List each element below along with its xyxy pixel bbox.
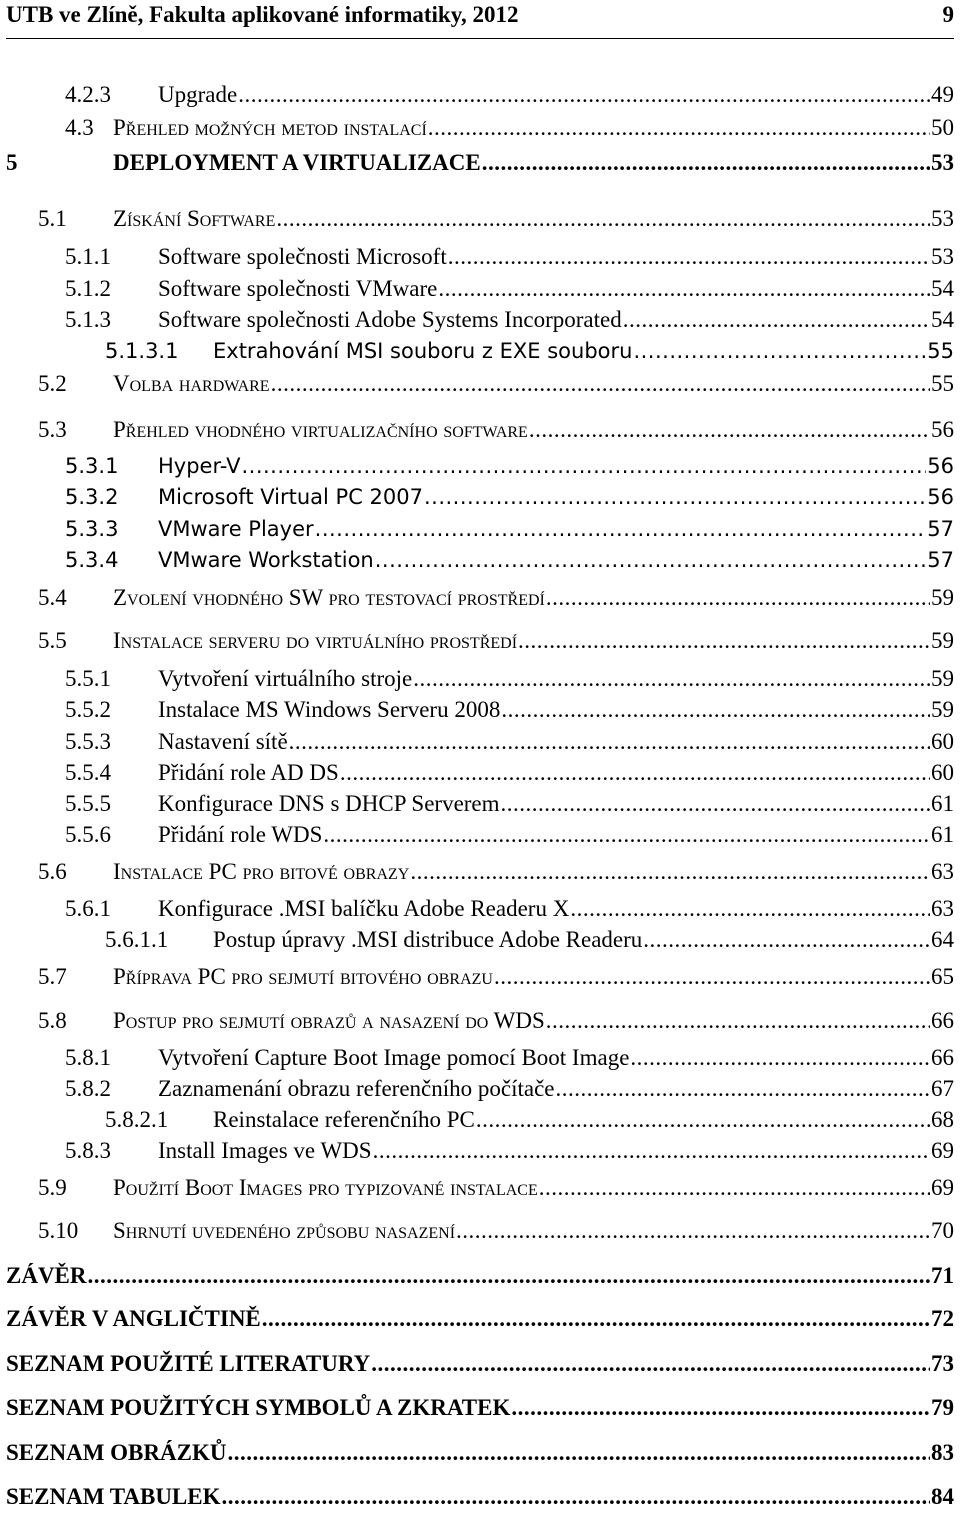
- toc-entry-page: 61: [931, 822, 954, 847]
- toc-entry-number: 5.5.3: [65, 729, 111, 754]
- toc-entry-title: Zaznamenání obrazu referenčního počítače: [158, 1076, 555, 1101]
- toc-entry-title: Hyper-V: [158, 454, 241, 478]
- toc-leader-dots: [556, 1076, 930, 1102]
- toc-entry[interactable]: [65, 760, 954, 790]
- toc-entry-number: 5.1.3.1: [105, 339, 179, 363]
- toc-leader-dots: [633, 339, 926, 363]
- toc-entry-page: 56: [927, 485, 954, 509]
- toc-leader-dots: [227, 1440, 930, 1466]
- toc-entry-title: DEPLOYMENT A VIRTUALIZACE: [113, 150, 481, 175]
- toc-leader-dots: [546, 585, 930, 611]
- toc-entry-number: 5.5.1: [65, 666, 111, 691]
- toc-entry-page: 60: [931, 729, 954, 754]
- toc-leader-dots: [271, 371, 930, 397]
- toc-entry-title: Instalace MS Windows Serveru 2008: [158, 697, 501, 722]
- toc-entry[interactable]: [6, 1351, 954, 1381]
- toc-entry-page: 57: [927, 517, 954, 541]
- toc-leader-dots: [262, 1306, 930, 1332]
- toc-entry-title: Přidání role AD DS: [158, 760, 339, 785]
- toc-entry-title: Install Images ve WDS: [158, 1138, 372, 1163]
- toc-leader-dots: [476, 1107, 930, 1133]
- toc-entry-page: 70: [931, 1218, 954, 1243]
- toc-entry[interactable]: [38, 1218, 954, 1248]
- toc-entry-number: 5.3.3: [65, 517, 119, 541]
- toc-entry[interactable]: [65, 822, 954, 852]
- toc-entry-page: 65: [931, 964, 954, 989]
- toc-entry-title: ZÁVĚR: [6, 1263, 87, 1288]
- toc-entry[interactable]: [38, 964, 954, 994]
- toc-entry-page: 54: [931, 307, 954, 332]
- toc-entry-title: Příprava PC pro sejmutí bitového obrazu: [113, 964, 493, 989]
- toc-leader-dots: [501, 791, 930, 817]
- toc-entry-number: 5.6.1.1: [105, 927, 169, 952]
- toc-entry-number: 5.6: [38, 859, 67, 884]
- toc-entry-number: 5.3.2: [65, 485, 119, 509]
- toc-entry[interactable]: [65, 666, 954, 696]
- toc-entry-title: SEZNAM POUŽITÉ LITERATURY: [6, 1351, 371, 1376]
- toc-entry[interactable]: [65, 244, 954, 274]
- toc-entry-page: 54: [931, 276, 954, 301]
- toc-leader-dots: [410, 859, 930, 885]
- toc-leader-dots: [501, 697, 930, 723]
- toc-entry-title: Použití Boot Images pro typizované instalace: [113, 1175, 538, 1200]
- page-header: [6, 0, 954, 39]
- toc-entry-number: 5.2: [38, 371, 67, 396]
- toc-entry-title: SEZNAM POUŽITÝCH SYMBOLŮ A ZKRATEK: [6, 1395, 511, 1420]
- toc-entry-number: 5.8.1: [65, 1045, 111, 1070]
- toc-entry[interactable]: [65, 1138, 954, 1168]
- toc-leader-dots: [315, 517, 927, 541]
- toc-entry-page: 84: [931, 1484, 954, 1509]
- toc-entry-page: 55: [927, 339, 954, 363]
- toc-entry[interactable]: [38, 206, 954, 236]
- toc-entry-page: 83: [931, 1440, 954, 1465]
- toc-leader-dots: [373, 1138, 930, 1164]
- toc-entry[interactable]: [105, 339, 954, 369]
- toc-entry-title: Instalace PC pro bitové obrazy: [113, 859, 410, 884]
- toc-entry-page: 55: [931, 371, 954, 396]
- toc-entry-page: 71: [931, 1263, 954, 1288]
- toc-entry-page: 59: [931, 697, 954, 722]
- toc-entry[interactable]: [105, 927, 954, 957]
- toc-entry-title: Microsoft Virtual PC 2007: [158, 485, 423, 509]
- toc-entry-page: 68: [931, 1107, 954, 1132]
- toc-entry-title: Software společnosti VMware: [158, 276, 438, 301]
- toc-entry-number: 5.8.2: [65, 1076, 111, 1101]
- toc-leader-dots: [413, 666, 930, 692]
- toc-entry-number: 5.5.5: [65, 791, 111, 816]
- toc-entry[interactable]: [65, 1076, 954, 1106]
- toc-leader-dots: [276, 206, 930, 232]
- toc-entry[interactable]: [65, 791, 954, 821]
- toc-entry-page: 61: [931, 791, 954, 816]
- toc-entry[interactable]: [6, 1395, 954, 1425]
- toc-entry-title: Konfigurace .MSI balíčku Adobe Readeru X: [158, 896, 570, 921]
- toc-entry-page: 53: [931, 244, 954, 269]
- toc-entry-title: ZÁVĚR V ANGLIČTINĚ: [6, 1306, 261, 1331]
- toc-entry-title: Postup pro sejmutí obrazů a nasazení do WDS: [113, 1008, 545, 1033]
- toc-entry-number: 5.8.2.1: [105, 1107, 169, 1132]
- toc-leader-dots: [222, 1484, 930, 1510]
- toc-leader-dots: [428, 115, 930, 141]
- toc-entry-page: 69: [931, 1138, 954, 1163]
- toc-entry[interactable]: [65, 1045, 954, 1075]
- toc-leader-dots: [494, 964, 930, 990]
- toc-leader-dots: [643, 927, 930, 953]
- toc-entry-title: Shrnutí uvedeného způsobu nasazení: [113, 1218, 456, 1243]
- toc-leader-dots: [238, 82, 930, 108]
- toc-entry-title: SEZNAM TABULEK: [6, 1484, 221, 1509]
- toc-entry-title: Software společnosti Adobe Systems Incorporated: [158, 307, 622, 332]
- toc-entry-page: 53: [931, 150, 954, 175]
- toc-leader-dots: [570, 896, 930, 922]
- toc-entry-number: 5.1.1: [65, 244, 111, 269]
- toc-entry[interactable]: [65, 697, 954, 727]
- toc-entry-number: 4.2.3: [65, 82, 111, 107]
- toc-leader-dots: [482, 150, 930, 176]
- toc-entry-page: 56: [931, 417, 954, 442]
- toc-entry[interactable]: [65, 896, 954, 926]
- toc-leader-dots: [529, 417, 930, 443]
- toc-entry-title: Přehled možných metod instalací: [113, 115, 427, 140]
- toc-entry[interactable]: [65, 548, 954, 578]
- toc-entry-number: 5.1: [38, 206, 67, 231]
- toc-entry-page: 66: [931, 1045, 954, 1070]
- toc-entry[interactable]: [38, 1175, 954, 1205]
- toc-leader-dots: [424, 485, 926, 509]
- toc-leader-dots: [539, 1175, 930, 1201]
- toc-entry-page: 64: [931, 927, 954, 952]
- toc-leader-dots: [546, 1008, 930, 1034]
- toc-leader-dots: [623, 307, 930, 333]
- toc-entry[interactable]: [6, 150, 954, 180]
- toc-entry-title: SEZNAM OBRÁZKŮ: [6, 1440, 227, 1465]
- toc-leader-dots: [289, 729, 930, 755]
- toc-entry-title: Získání Software: [113, 206, 276, 231]
- toc-leader-dots: [456, 1218, 930, 1244]
- toc-entry-title: Zvolení vhodného SW pro testovací prostředí: [113, 585, 545, 610]
- toc-leader-dots: [323, 822, 930, 848]
- toc-entry-page: 59: [931, 628, 954, 653]
- toc-entry-page: 69: [931, 1175, 954, 1200]
- toc-entry[interactable]: [6, 1306, 954, 1336]
- toc-entry-page: 59: [931, 666, 954, 691]
- toc-entry-number: 5.5.6: [65, 822, 111, 847]
- header-page-number: 9: [942, 2, 954, 27]
- toc-entry[interactable]: [6, 1263, 954, 1293]
- toc-entry-number: 5.5.2: [65, 697, 111, 722]
- toc-entry-page: 53: [931, 206, 954, 231]
- toc-entry[interactable]: [38, 1008, 954, 1038]
- toc-entry-number: 5.3: [38, 417, 67, 442]
- toc-entry-number: 5.5: [38, 628, 67, 653]
- toc-entry-page: 50: [931, 115, 954, 140]
- toc-entry[interactable]: [6, 1440, 954, 1470]
- toc-entry-number: 5.3.4: [65, 548, 119, 572]
- toc-entry-number: 5.5.4: [65, 760, 111, 785]
- toc-entry-page: 59: [931, 585, 954, 610]
- toc-entry[interactable]: [65, 307, 954, 337]
- toc-leader-dots: [518, 628, 930, 654]
- toc-entry-number: 5.7: [38, 964, 67, 989]
- toc-entry[interactable]: [65, 454, 954, 484]
- toc-entry-title: Reinstalace referenčního PC: [213, 1107, 475, 1132]
- header-title: UTB ve Zlíně, Fakulta aplikované informatiky, 2012: [6, 2, 519, 27]
- toc-leader-dots: [438, 276, 930, 302]
- toc-entry-number: 5.1.2: [65, 276, 111, 301]
- toc-entry-title: Přidání role WDS: [158, 822, 323, 847]
- toc-leader-dots: [88, 1263, 930, 1289]
- toc-entry[interactable]: [38, 628, 954, 658]
- toc-entry-page: 63: [931, 896, 954, 921]
- toc-entry-page: 57: [927, 548, 954, 572]
- toc-entry-title: Přehled vhodného virtualizačního software: [113, 417, 528, 442]
- toc-entry-number: 5.4: [38, 585, 67, 610]
- toc-leader-dots: [511, 1395, 930, 1421]
- toc-entry[interactable]: [65, 276, 954, 306]
- toc-entry-title: VMware Workstation: [158, 548, 374, 572]
- toc-leader-dots: [241, 454, 926, 478]
- toc-entry-number: 5.6.1: [65, 896, 111, 921]
- toc-entry-page: 66: [931, 1008, 954, 1033]
- toc-entry-title: Software společnosti Microsoft: [158, 244, 447, 269]
- toc-entry-number: 5.8.3: [65, 1138, 111, 1163]
- toc-leader-dots: [448, 244, 930, 270]
- toc-entry-title: Postup úpravy .MSI distribuce Adobe Readeru: [213, 927, 643, 952]
- toc-entry[interactable]: [38, 585, 954, 615]
- toc-entry[interactable]: [38, 417, 954, 447]
- toc-entry-page: 63: [931, 859, 954, 884]
- toc-entry-title: Vytvoření Capture Boot Image pomocí Boot Image: [158, 1045, 630, 1070]
- toc-entry-page: 72: [931, 1306, 954, 1331]
- toc-entry[interactable]: [65, 729, 954, 759]
- toc-entry-number: 4.3: [65, 115, 94, 140]
- toc-entry[interactable]: [38, 371, 954, 401]
- toc-entry-number: 5.3.1: [65, 454, 119, 478]
- toc-entry[interactable]: [65, 517, 954, 547]
- toc-entry-number: 5.9: [38, 1175, 67, 1200]
- toc-leader-dots: [375, 548, 927, 572]
- toc-entry-title: VMware Player: [158, 517, 314, 541]
- toc-leader-dots: [630, 1045, 930, 1071]
- toc-entry-page: 60: [931, 760, 954, 785]
- toc-entry[interactable]: [105, 1107, 954, 1137]
- toc-entry-page: 67: [931, 1076, 954, 1101]
- toc-entry-page: 49: [931, 82, 954, 107]
- toc-entry-title: Konfigurace DNS s DHCP Serverem: [158, 791, 500, 816]
- toc-entry-page: 56: [927, 454, 954, 478]
- toc-entry-title: Instalace serveru do virtuálního prostředí: [113, 628, 518, 653]
- toc-entry-title: Vytvoření virtuálního stroje: [158, 666, 413, 691]
- toc-entry-title: Nastavení sítě: [158, 729, 288, 754]
- toc-entry-number: 5.8: [38, 1008, 67, 1033]
- toc-entry-title: Upgrade: [158, 82, 238, 107]
- toc-entry[interactable]: [6, 1484, 954, 1514]
- toc-entry-page: 79: [931, 1395, 954, 1420]
- toc-entry[interactable]: [65, 485, 954, 515]
- toc-entry-number: 5.1.3: [65, 307, 111, 332]
- toc-entry[interactable]: [38, 859, 954, 889]
- toc-entry-number: 5: [6, 150, 18, 175]
- toc-leader-dots: [340, 760, 930, 786]
- toc-entry-title: Extrahování MSI souboru z EXE souboru: [213, 339, 633, 363]
- toc-entry[interactable]: [65, 115, 954, 145]
- toc-leader-dots: [371, 1351, 930, 1377]
- toc-entry-page: 73: [931, 1351, 954, 1376]
- toc-entry-number: 5.10: [38, 1218, 79, 1243]
- toc-entry[interactable]: [65, 82, 954, 112]
- toc-entry-title: Volba hardware: [113, 371, 270, 396]
